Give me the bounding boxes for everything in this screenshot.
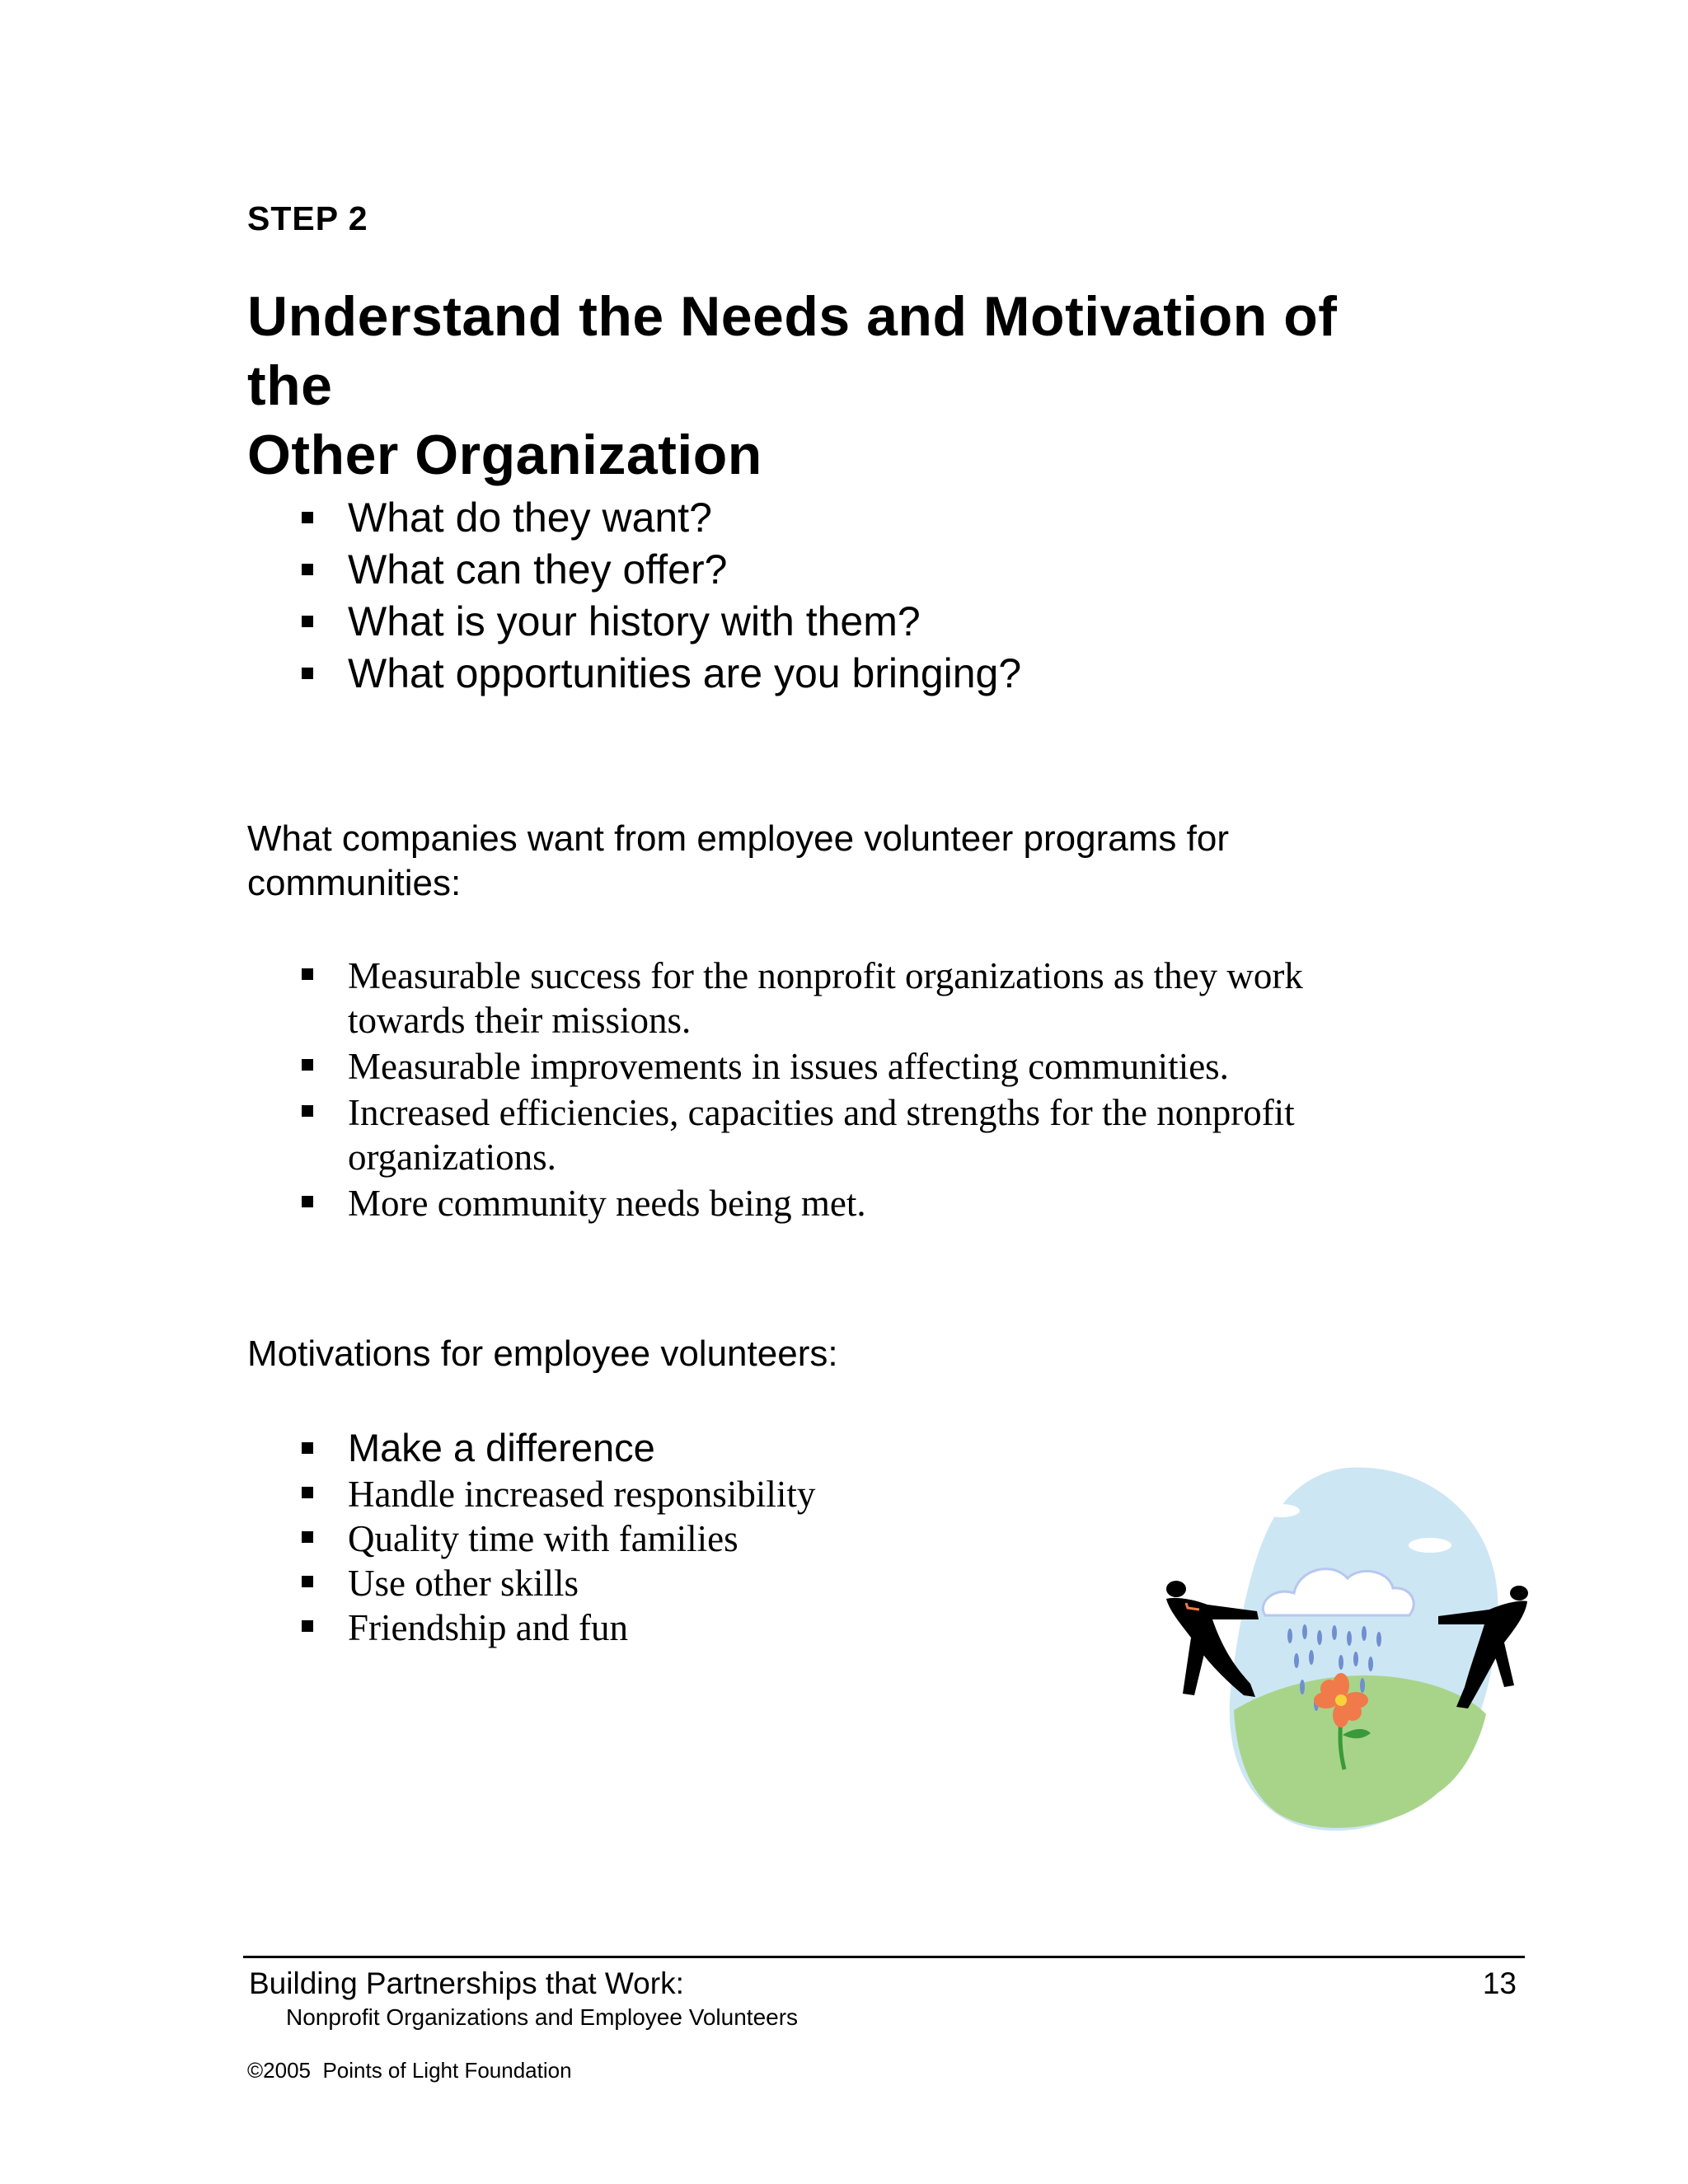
list-item-text: What is your history with them?	[348, 598, 921, 644]
list-item-text: towards their missions.	[348, 1000, 692, 1041]
small-cloud	[1409, 1538, 1451, 1553]
square-bullet-icon	[302, 1105, 313, 1117]
square-bullet-icon	[302, 668, 313, 679]
list-item-text: Friendship and fun	[348, 1607, 628, 1648]
questions-list	[247, 492, 1401, 700]
square-bullet-icon	[302, 1059, 313, 1071]
list-item-text: More community needs being met.	[348, 1183, 866, 1224]
list-item-text: Make a difference	[348, 1426, 655, 1469]
copyright-notice: ©2005 Points of Light Foundation	[247, 2058, 572, 2083]
page-number: 13	[1482, 1966, 1517, 2000]
companies-heading	[247, 817, 1401, 906]
square-bullet-icon	[302, 1576, 313, 1587]
list-item	[247, 544, 1401, 596]
list-item-text: What do they want?	[348, 494, 712, 541]
page-title-line: Understand the Needs and Motivation of the	[247, 285, 1338, 417]
heading-line: What companies want from employee volunteer programs for	[247, 818, 1229, 859]
square-bullet-icon	[302, 564, 313, 575]
list-item	[247, 492, 1401, 544]
motivations-heading: Motivations for employee volunteers:	[247, 1333, 838, 1374]
list-item	[247, 648, 1401, 700]
list-item	[247, 1181, 1401, 1226]
footer-title: Building Partnerships that Work:	[249, 1966, 684, 2000]
list-item-text: Use other skills	[348, 1563, 579, 1604]
list-item-text: Handle increased responsibility	[348, 1474, 816, 1515]
list-item	[247, 1044, 1401, 1089]
step-label: STEP 2	[247, 199, 368, 237]
list-item	[247, 954, 1401, 1043]
tug-of-war-rain-cloud-illustration-icon	[1158, 1463, 1537, 1842]
small-cloud	[1264, 1504, 1300, 1517]
square-bullet-icon	[302, 1487, 313, 1498]
square-bullet-icon	[302, 968, 313, 980]
heading-line: communities:	[247, 863, 462, 903]
square-bullet-icon	[302, 1620, 313, 1632]
list-item-text: Increased efficiencies, capacities and strengths for the nonprofit	[348, 1092, 1295, 1133]
page-title	[247, 282, 1401, 490]
square-bullet-icon	[302, 1196, 313, 1207]
square-bullet-icon	[302, 1531, 313, 1543]
square-bullet-icon	[302, 1442, 313, 1454]
footer-subtitle: Nonprofit Organizations and Employee Volunteers	[286, 2004, 799, 2030]
list-item-text: organizations.	[348, 1137, 556, 1178]
list-item-text: What opportunities are you bringing?	[348, 650, 1022, 696]
footer-divider	[243, 1956, 1525, 1958]
square-bullet-icon	[302, 512, 313, 523]
list-item	[247, 1090, 1401, 1179]
square-bullet-icon	[302, 616, 313, 627]
list-item-text: What can they offer?	[348, 546, 728, 593]
list-item-text: Measurable success for the nonprofit organizations as they work	[348, 955, 1303, 996]
companies-list	[247, 954, 1401, 1227]
page-title-line: Other Organization	[247, 424, 762, 486]
list-item-text: Measurable improvements in issues affecting communities.	[348, 1046, 1229, 1087]
list-item-text: Quality time with families	[348, 1518, 738, 1559]
list-item	[247, 596, 1401, 648]
